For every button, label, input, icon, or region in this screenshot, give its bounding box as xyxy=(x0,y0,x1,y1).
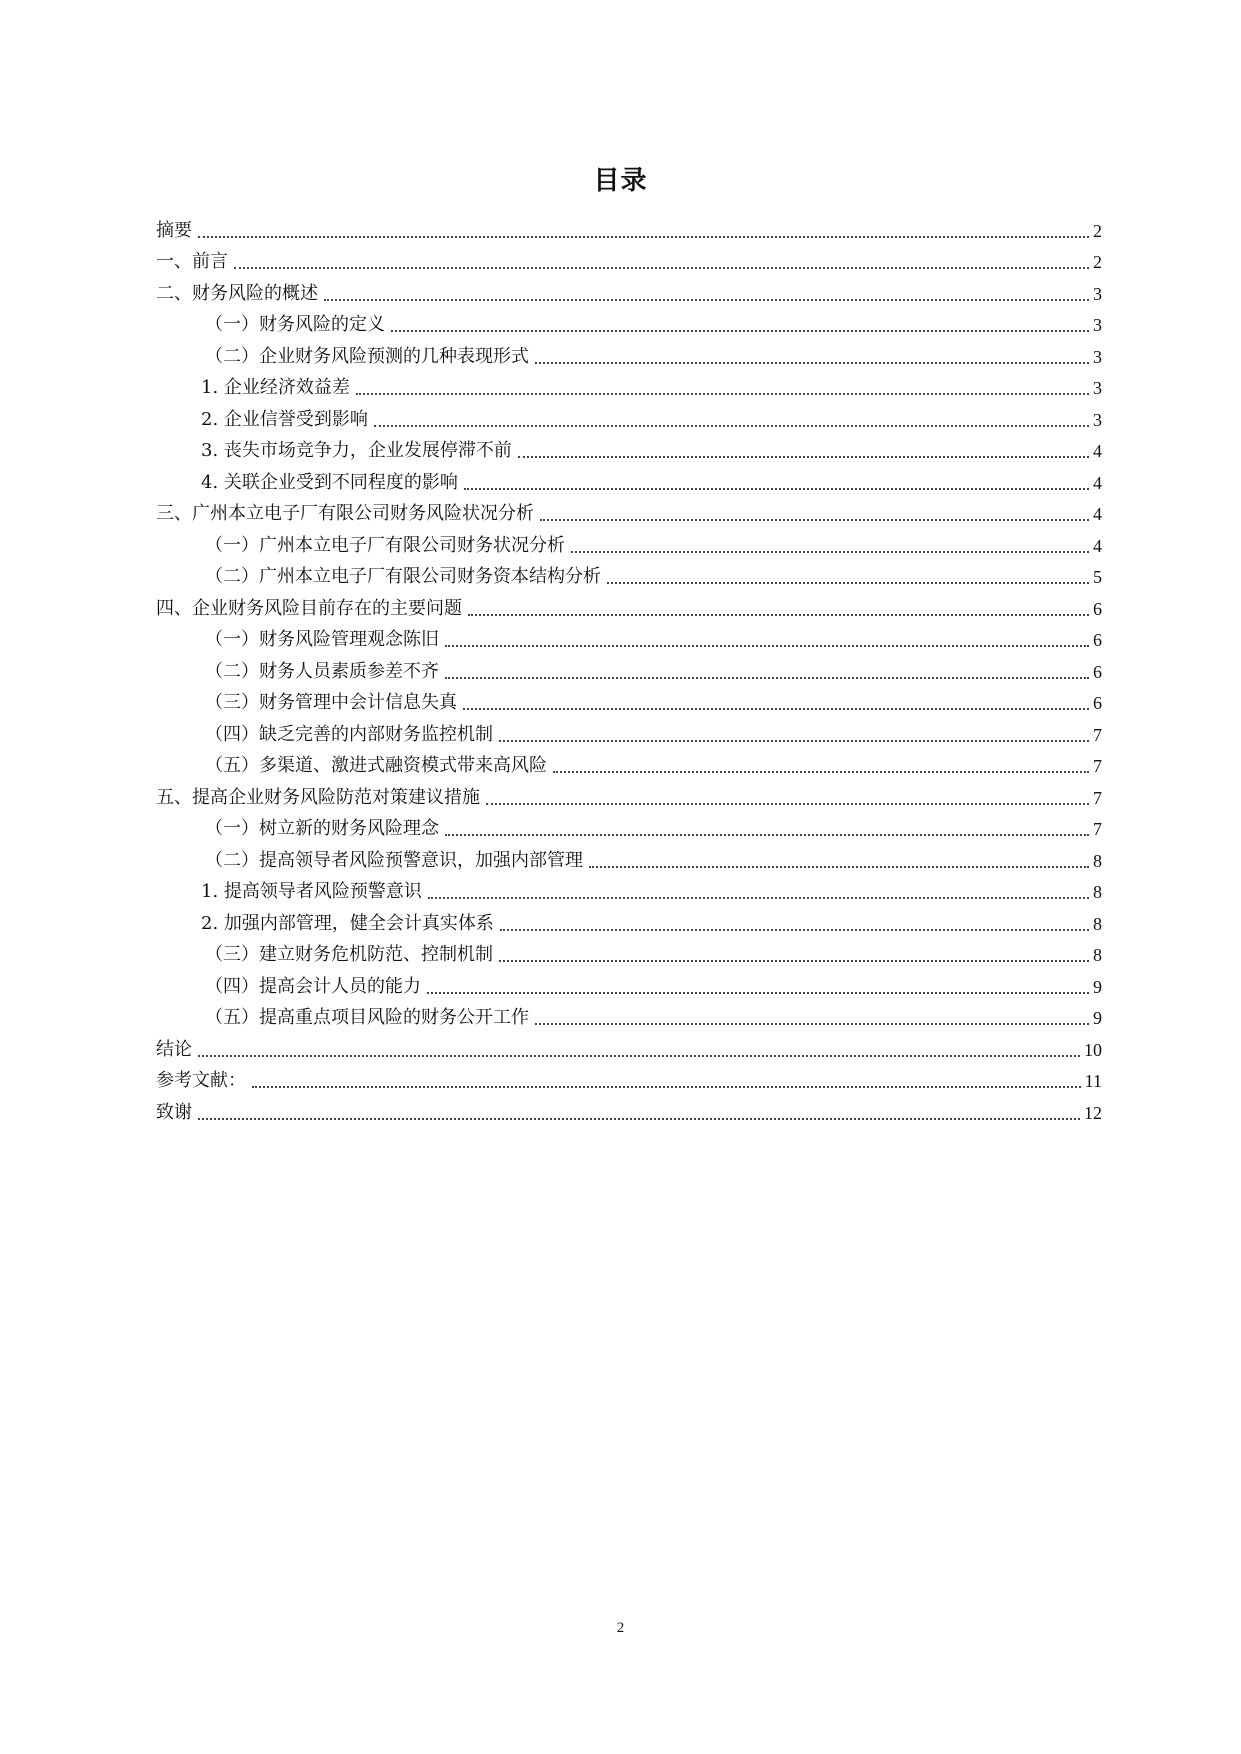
toc-entry-page: 3 xyxy=(1093,409,1102,430)
toc-dot-leader xyxy=(535,362,1089,364)
table-of-contents xyxy=(156,213,1102,1127)
toc-entry-label: （三）建立财务危机防范、控制机制 xyxy=(205,944,493,965)
toc-dot-leader xyxy=(499,960,1089,962)
toc-dot-leader xyxy=(356,393,1089,395)
toc-entry-section[interactable] xyxy=(156,717,1102,749)
toc-entry-subsection[interactable] xyxy=(156,371,1102,403)
toc-entry-page: 2 xyxy=(1093,252,1102,272)
toc-dot-leader xyxy=(445,834,1089,836)
toc-entry-chapter-5[interactable] xyxy=(156,780,1102,812)
toc-entry-section[interactable] xyxy=(156,528,1102,560)
toc-entry-page: 8 xyxy=(1093,850,1102,871)
toc-entry-label: 摘要 xyxy=(156,219,192,241)
toc-entry-label: 2. 企业信誉受到影响 xyxy=(201,408,368,430)
toc-entry-section[interactable] xyxy=(156,308,1102,340)
toc-entry-section[interactable] xyxy=(156,1001,1102,1033)
toc-entry-label: 一、前言 xyxy=(156,251,228,272)
toc-entry-label: （一）树立新的财务风险理念 xyxy=(205,818,439,839)
toc-dot-leader xyxy=(540,519,1089,521)
toc-entry-page: 5 xyxy=(1093,567,1102,587)
toc-entry-subsection[interactable] xyxy=(156,906,1102,938)
toc-entry-section[interactable] xyxy=(156,749,1102,781)
toc-entry-section[interactable] xyxy=(156,812,1102,844)
toc-entry-abstract[interactable] xyxy=(156,213,1102,245)
toc-entry-chapter-4[interactable] xyxy=(156,591,1102,623)
toc-dot-leader xyxy=(463,708,1089,710)
toc-dot-leader xyxy=(198,1118,1080,1120)
toc-entry-label: （五）多渠道、激进式融资模式带来高风险 xyxy=(205,755,547,776)
toc-entry-label: 2. 加强内部管理，健全会计真实体系 xyxy=(201,912,494,934)
toc-entry-page: 7 xyxy=(1093,787,1102,808)
toc-entry-preface[interactable] xyxy=(156,245,1102,277)
page-number: 2 xyxy=(616,1620,625,1636)
toc-entry-page: 9 xyxy=(1093,976,1102,997)
toc-entry-subsection[interactable] xyxy=(156,465,1102,497)
toc-entry-label: （二）提高领导者风险预警意识，加强内部管理 xyxy=(205,849,583,871)
toc-entry-page: 2 xyxy=(1093,220,1102,241)
toc-title: 目录 xyxy=(593,166,648,196)
toc-dot-leader xyxy=(571,551,1089,553)
toc-entry-label: 三、广州本立电子厂有限公司财务风险状况分析 xyxy=(156,503,534,524)
toc-entry-subsection[interactable] xyxy=(156,402,1102,434)
toc-dot-leader xyxy=(445,645,1089,647)
toc-dot-leader xyxy=(445,677,1089,679)
toc-dot-leader xyxy=(500,929,1089,931)
toc-entry-page: 4 xyxy=(1093,472,1102,493)
toc-dot-leader xyxy=(428,897,1089,899)
toc-entry-page: 7 xyxy=(1093,724,1102,745)
toc-dot-leader xyxy=(391,330,1089,332)
toc-entry-label: 五、提高企业财务风险防范对策建议措施 xyxy=(156,786,480,808)
toc-entry-page: 6 xyxy=(1093,598,1102,619)
toc-entry-label: （一）广州本立电子厂有限公司财务状况分析 xyxy=(205,534,565,556)
toc-entry-page: 7 xyxy=(1093,819,1102,839)
toc-entry-page: 3 xyxy=(1093,346,1102,367)
toc-dot-leader xyxy=(535,1023,1089,1025)
toc-entry-page: 6 xyxy=(1093,661,1102,682)
toc-entry-label: （五）提高重点项目风险的财务公开工作 xyxy=(205,1007,529,1028)
toc-dot-leader xyxy=(252,1086,1081,1088)
toc-entry-page: 7 xyxy=(1093,756,1102,776)
toc-entry-subsection[interactable] xyxy=(156,434,1102,466)
toc-dot-leader xyxy=(427,992,1089,994)
toc-dot-leader xyxy=(198,236,1089,238)
toc-entry-label: （四）缺乏完善的内部财务监控机制 xyxy=(205,723,493,745)
toc-entry-label: （二）企业财务风险预测的几种表现形式 xyxy=(205,345,529,367)
toc-entry-page: 6 xyxy=(1093,630,1102,650)
toc-entry-section[interactable] xyxy=(156,843,1102,875)
toc-entry-section[interactable] xyxy=(156,686,1102,718)
toc-entry-label: （四）提高会计人员的能力 xyxy=(205,975,421,997)
toc-entry-page: 4 xyxy=(1093,535,1102,556)
toc-entry-section[interactable] xyxy=(156,654,1102,686)
toc-entry-section[interactable] xyxy=(156,623,1102,655)
toc-entry-page: 3 xyxy=(1093,378,1102,398)
toc-entry-label: 1. 企业经济效益差 xyxy=(201,377,350,398)
toc-entry-page: 6 xyxy=(1093,693,1102,713)
toc-entry-conclusion[interactable] xyxy=(156,1032,1102,1064)
toc-entry-label: 4. 关联企业受到不同程度的影响 xyxy=(201,471,458,493)
toc-entry-page: 10 xyxy=(1084,1039,1102,1060)
toc-entry-section[interactable] xyxy=(156,560,1102,592)
toc-entry-label: 1. 提高领导者风险预警意识 xyxy=(201,881,422,902)
toc-entry-page: 9 xyxy=(1093,1008,1102,1028)
toc-dot-leader xyxy=(464,488,1089,490)
toc-entry-page: 8 xyxy=(1093,882,1102,902)
toc-entry-page: 4 xyxy=(1093,504,1102,524)
toc-entry-acknowledgements[interactable] xyxy=(156,1095,1102,1127)
toc-dot-leader xyxy=(324,299,1089,301)
toc-entry-chapter-3[interactable] xyxy=(156,497,1102,529)
toc-dot-leader xyxy=(589,866,1089,868)
toc-entry-label: （一）财务风险的定义 xyxy=(205,314,385,335)
toc-dot-leader xyxy=(553,771,1089,773)
toc-dot-leader xyxy=(468,614,1089,616)
toc-entry-section[interactable] xyxy=(156,339,1102,371)
toc-entry-page: 11 xyxy=(1084,1071,1102,1091)
toc-entry-section[interactable] xyxy=(156,969,1102,1001)
toc-entry-label: 二、财务风险的概述 xyxy=(156,282,318,304)
toc-entry-section[interactable] xyxy=(156,938,1102,970)
toc-entry-label: （二）广州本立电子厂有限公司财务资本结构分析 xyxy=(205,566,601,587)
toc-dot-leader xyxy=(198,1055,1080,1057)
toc-entry-chapter-2[interactable] xyxy=(156,276,1102,308)
toc-entry-page: 3 xyxy=(1093,315,1102,335)
toc-dot-leader xyxy=(486,803,1089,805)
toc-dot-leader xyxy=(499,740,1089,742)
toc-dot-leader xyxy=(518,456,1089,458)
toc-entry-page: 8 xyxy=(1093,913,1102,934)
toc-entry-label: 3. 丧失市场竞争力，企业发展停滞不前 xyxy=(201,440,512,461)
toc-entry-label: （二）财务人员素质参差不齐 xyxy=(205,660,439,682)
toc-entry-page: 4 xyxy=(1093,441,1102,461)
toc-dot-leader xyxy=(234,267,1089,269)
toc-entry-page: 8 xyxy=(1093,945,1102,965)
toc-entry-label: （三）财务管理中会计信息失真 xyxy=(205,692,457,713)
toc-dot-leader xyxy=(374,425,1089,427)
toc-entry-subsection[interactable] xyxy=(156,875,1102,907)
toc-dot-leader xyxy=(607,582,1089,584)
toc-entry-label: 四、企业财务风险目前存在的主要问题 xyxy=(156,597,462,619)
toc-entry-label: 结论 xyxy=(156,1038,192,1060)
toc-entry-label: 参考文献： xyxy=(156,1070,246,1091)
toc-entry-label: 致谢 xyxy=(156,1101,192,1123)
toc-entry-page: 3 xyxy=(1093,283,1102,304)
toc-entry-label: （一）财务风险管理观念陈旧 xyxy=(205,629,439,650)
toc-entry-references[interactable] xyxy=(156,1064,1102,1096)
toc-entry-page: 12 xyxy=(1084,1102,1102,1123)
